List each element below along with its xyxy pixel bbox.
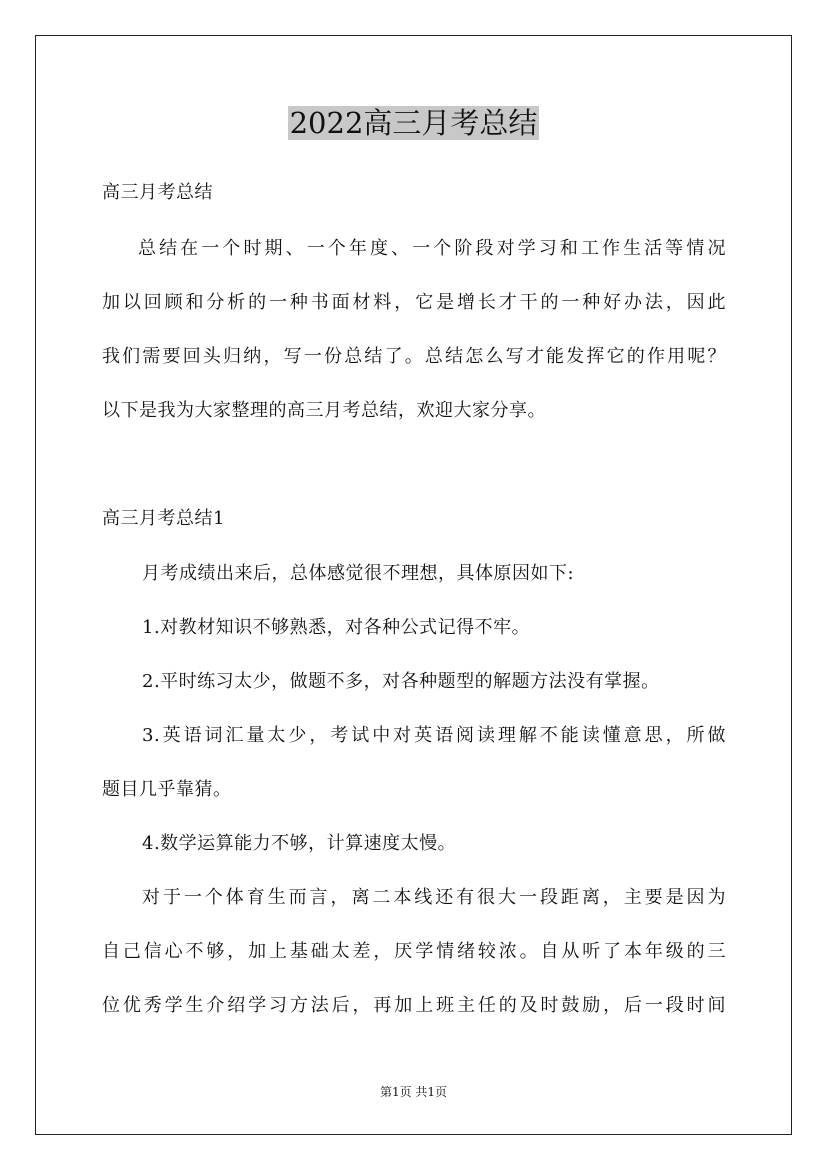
body-line-3: 自己信心不够，加上基础太差，厌学情绪较浓。自从听了本年级的三: [102, 941, 726, 962]
list-item-1: 1.对教材知识不够熟悉，对各种公式记得不牢。: [142, 617, 531, 638]
list-item-3: 3.英语词汇量太少，考试中对英语阅读理解不能读懂意思，所做: [142, 725, 726, 746]
document-title: [0, 103, 827, 143]
list-item-2: 2.平时练习太少，做题不多，对各种题型的解题方法没有掌握。: [142, 671, 660, 692]
page-number-footer: 第1页 共1页: [379, 1085, 448, 1099]
section-heading-1: 高三月考总结1: [102, 508, 225, 529]
intro-line-2: 加以回顾和分析的一种书面材料，它是增长才干的一种好办法，因此: [102, 292, 726, 313]
list-item-3-cont: 题目几乎靠猜。: [102, 779, 232, 800]
intro-line-1: 总结在一个时期、一个年度、一个阶段对学习和工作生活等情况: [138, 238, 726, 259]
section-heading: 高三月考总结: [102, 182, 213, 203]
document-title-text: 2022高三月考总结: [289, 106, 538, 140]
body-line-4: 位优秀学生介绍学习方法后，再加上班主任的及时鼓励，后一段时间: [102, 995, 726, 1016]
body-line-1: 月考成绩出来后，总体感觉很不理想，具体原因如下:: [142, 563, 575, 584]
body-line-2: 对于一个体育生而言，离二本线还有很大一段距离，主要是因为: [142, 887, 726, 908]
intro-line-3: 我们需要回头归纳，写一份总结了。总结怎么写才能发挥它的作用呢？: [102, 346, 726, 367]
intro-line-4: 以下是我为大家整理的高三月考总结，欢迎大家分享。: [102, 400, 546, 421]
list-item-4: 4.数学运算能力不够，计算速度太慢。: [142, 833, 457, 854]
